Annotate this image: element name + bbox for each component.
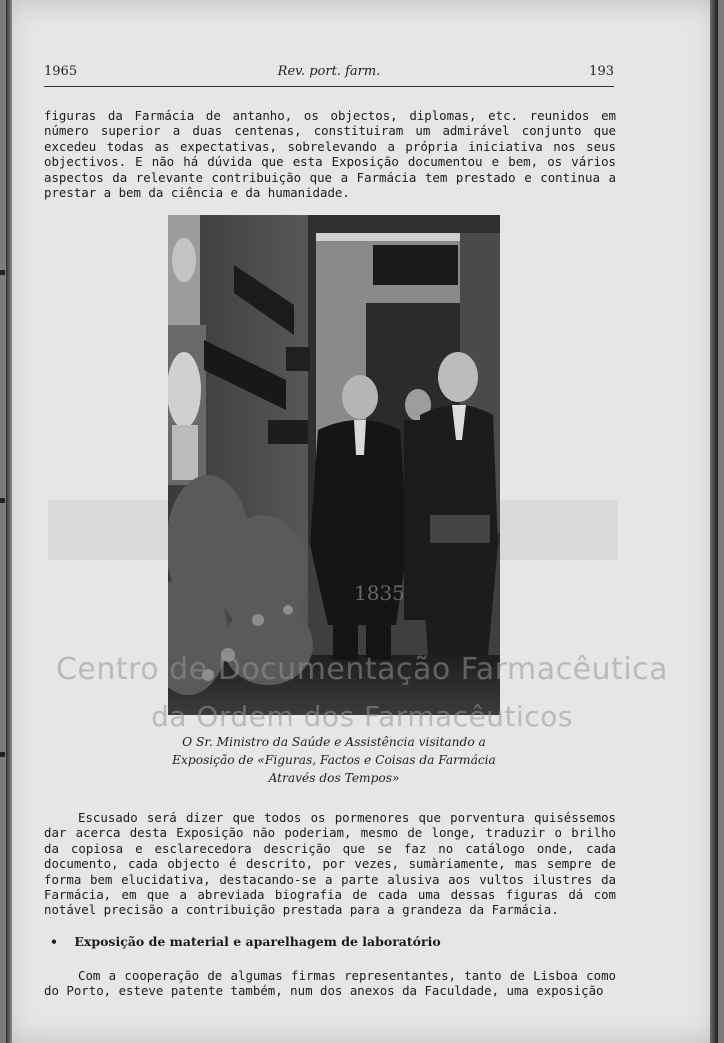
body-paragraph: Escusado será dizer que todos os pormenores que porventura quiséssemos dar acerca desta Exposição não poderiam, mesmo de longe, traduzir o brilho da copiosa e esclarecedora descrição que se faz no catálogo onde, cada documento, cada objecto é descrito, por vezes, sumàriamente, mas sempre de forma bem elucidativa, destacando-se a parte alusiva aos vultos ilustres da Farmácia, em que a abreviada biografia de cada uma dessas figuras dá com notável precisão a contribuição prestada para a grandeza da Farmácia.: [44, 810, 616, 918]
exhibition-photo: [168, 215, 500, 715]
bullet-icon: •: [50, 934, 58, 949]
page-number: 193: [589, 64, 614, 79]
caption-line-2: Exposição de «Figuras, Factos e Coisas da Farmácia: [172, 753, 496, 767]
body-paragraph: figuras da Farmácia de antanho, os objectos, diplomas, etc. reunidos em número superior a duas centenas, constituiram um admirável conjunto que excedeu todas as expectativas, sobrelevando a própria iniciativa nos seus objectivos. E não há dúvida que esta Exposição documentou e bem, os vários aspectos da relevante contribuição que a Farmácia tem prestado e continua a prestar a bem da ciência e da humanidade.: [44, 108, 616, 201]
margin-mark: [0, 498, 5, 503]
watermark-line-2: da Ordem dos Farmacêuticos: [151, 700, 573, 733]
photo-scene: [168, 215, 500, 715]
header-journal-title: Rev. port. farm.: [277, 64, 381, 79]
margin-mark: [0, 752, 5, 757]
watermark-line-1: Centro de Documentação Farmacêutica: [55, 652, 669, 687]
page-right-edge: [710, 0, 718, 1043]
body-paragraph: Com a cooperação de algumas firmas representantes, tanto de Lisboa como do Porto, esteve patente também, num dos anexos da Faculdade, uma exposição: [44, 968, 616, 999]
section-heading: [50, 934, 610, 949]
caption-line-1: O Sr. Ministro da Saúde e Assistência visitando a: [182, 735, 486, 749]
header-year: 1965: [44, 64, 78, 79]
header-rule: [44, 86, 614, 87]
photo-caption: [150, 733, 518, 787]
running-header: [44, 64, 614, 84]
photo-year-inscription: 1835: [354, 581, 405, 605]
margin-mark: [0, 270, 5, 275]
page-left-edge: [6, 0, 12, 1043]
caption-line-3: Através dos Tempos»: [268, 771, 400, 785]
section-heading-text: Exposição de material e aparelhagem de laboratório: [74, 934, 441, 949]
